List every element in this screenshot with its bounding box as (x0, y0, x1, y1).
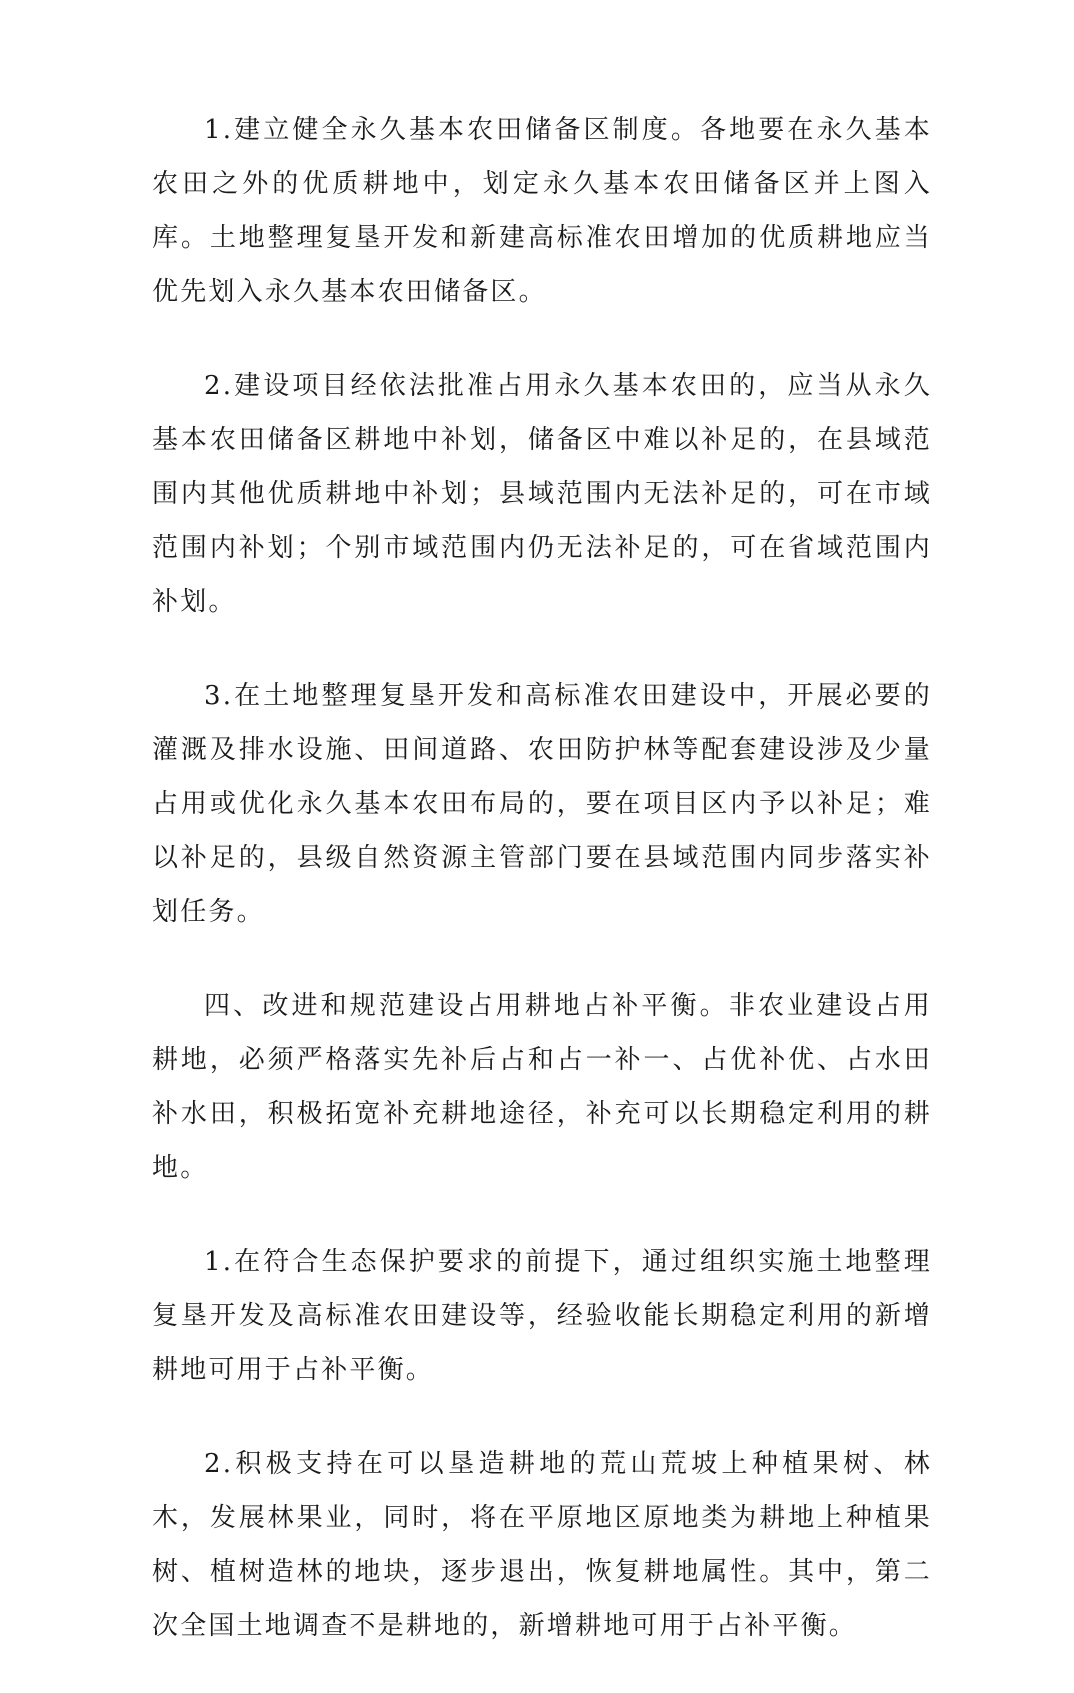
document-body (152, 103, 932, 1693)
paragraph-reserve-system: 1.建立健全永久基本农田储备区制度。各地要在永久基本农田之外的优质耕地中，划定永久基本农田储备区并上图入库。土地整理复垦开发和新建高标准农田增加的优质耕地应当优先划入永久基本农田储备区。 (152, 115, 932, 307)
paragraph-new-cultivated-land: 1.在符合生态保护要求的前提下，通过组织实施土地整理复垦开发及高标准农田建设等，经验收能长期稳定利用的新增耕地可用于占补平衡。 (152, 1247, 932, 1385)
paragraph-supplementary-designation: 2.建设项目经依法批准占用永久基本农田的，应当从永久基本农田储备区耕地中补划，储备区中难以补足的，在县域范围内其他优质耕地中补划；县域范围内无法补足的，可在市域范围内补划；个别市域范围内仍无法补足的，可在省域范围内补划。 (152, 371, 932, 617)
paragraph-supporting-construction: 3.在土地整理复垦开发和高标准农田建设中，开展必要的灌溉及排水设施、田间道路、农田防护林等配套建设涉及少量占用或优化永久基本农田布局的，要在项目区内予以补足；难以补足的，县级自然资源主管部门要在县域范围内同步落实补划任务。 (152, 681, 932, 927)
paragraph-section-four-heading: 四、改进和规范建设占用耕地占补平衡。非农业建设占用耕地，必须严格落实先补后占和占一补一、占优补优、占水田补水田，积极拓宽补充耕地途径，补充可以长期稳定利用的耕地。 (152, 991, 932, 1183)
paragraph-orchard-forestry: 2.积极支持在可以垦造耕地的荒山荒坡上种植果树、林木，发展林果业，同时，将在平原地区原地类为耕地上种植果树、植树造林的地块，逐步退出，恢复耕地属性。其中，第二次全国土地调查不是耕地的，新增耕地可用于占补平衡。 (152, 1449, 932, 1641)
